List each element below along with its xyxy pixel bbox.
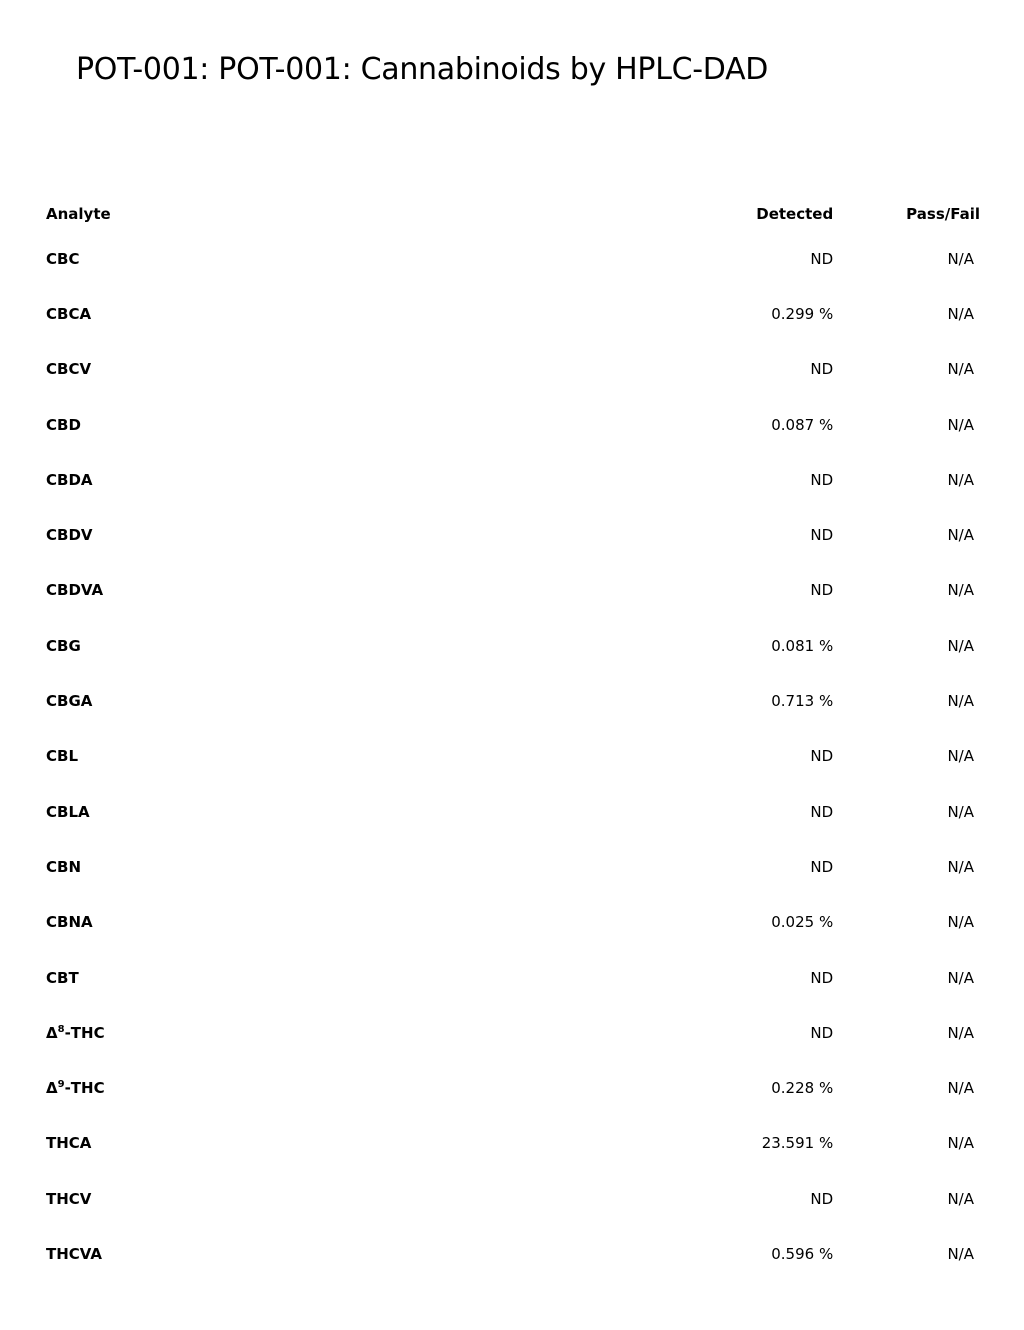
table-row <box>46 452 986 507</box>
analyte-cell: CBLA <box>46 802 90 821</box>
pass-fail-cell: N/A <box>947 1244 974 1263</box>
detected-cell: 23.591 % <box>761 1134 834 1153</box>
table-row <box>46 1116 986 1171</box>
analyte-cell: CBD <box>46 415 81 434</box>
pass-fail-cell: N/A <box>947 1023 974 1042</box>
column-header-pass-fail: Pass/Fail <box>906 204 980 223</box>
pass-fail-cell: N/A <box>947 968 974 987</box>
detected-cell: ND <box>810 249 834 268</box>
table-row <box>46 563 986 618</box>
table-row <box>46 397 986 452</box>
table-header-row <box>46 196 986 231</box>
analyte-cell <box>46 1060 637 1115</box>
pass-fail-cell: N/A <box>947 581 974 600</box>
detected-cell: 0.025 % <box>771 913 834 932</box>
column-header-detected: Detected <box>756 204 834 223</box>
detected-cell: ND <box>810 968 834 987</box>
analyte-cell: CBNA <box>46 913 93 932</box>
pass-fail-cell: N/A <box>947 636 974 655</box>
table-row <box>46 729 986 784</box>
analyte-cell: THCV <box>46 1189 92 1208</box>
analyte-cell: CBCV <box>46 360 92 379</box>
analyte-suffix: -THC <box>64 1023 105 1042</box>
analyte-cell: THCVA <box>46 1244 102 1263</box>
analyte-cell <box>46 1005 637 1060</box>
analyte-cell: CBCA <box>46 304 92 323</box>
detected-cell: 0.081 % <box>771 636 834 655</box>
pass-fail-cell: N/A <box>947 802 974 821</box>
table-row <box>46 895 986 950</box>
analyte-cell: CBG <box>46 636 81 655</box>
page-title: POT-001: POT-001: Cannabinoids by HPLC-DAD <box>76 52 769 87</box>
table-row <box>46 231 986 286</box>
column-header-analyte: Analyte <box>46 204 111 223</box>
analyte-cell: THCA <box>46 1134 92 1153</box>
table-row <box>46 839 986 894</box>
table-row <box>46 784 986 839</box>
pass-fail-cell: N/A <box>947 1134 974 1153</box>
detected-cell: ND <box>810 747 834 766</box>
detected-cell: 0.087 % <box>771 415 834 434</box>
pass-fail-cell: N/A <box>947 470 974 489</box>
table-row <box>46 286 986 341</box>
analyte-prefix: Δ <box>46 1079 58 1098</box>
pass-fail-cell: N/A <box>947 1079 974 1098</box>
analyte-cell: CBDA <box>46 470 93 489</box>
table-row <box>46 618 986 673</box>
analyte-cell: CBDV <box>46 526 93 545</box>
pass-fail-cell: N/A <box>947 304 974 323</box>
detected-cell: ND <box>810 470 834 489</box>
table-row <box>46 1060 986 1115</box>
pass-fail-cell: N/A <box>947 415 974 434</box>
detected-cell: ND <box>810 1023 834 1042</box>
detected-cell: 0.713 % <box>771 692 834 711</box>
results-table <box>46 196 986 1282</box>
analyte-cell: CBDVA <box>46 581 104 600</box>
analyte-cell: CBL <box>46 747 78 766</box>
pass-fail-cell: N/A <box>947 360 974 379</box>
pass-fail-cell: N/A <box>947 526 974 545</box>
detected-cell: ND <box>810 526 834 545</box>
analyte-superscript: 8 <box>57 1023 65 1035</box>
detected-cell: 0.228 % <box>771 1079 834 1098</box>
detected-cell: 0.299 % <box>771 304 834 323</box>
detected-cell: ND <box>810 581 834 600</box>
pass-fail-cell: N/A <box>947 1189 974 1208</box>
table-row <box>46 1005 986 1060</box>
pass-fail-cell: N/A <box>947 692 974 711</box>
pass-fail-cell: N/A <box>947 249 974 268</box>
table-row <box>46 1171 986 1226</box>
analyte-prefix: Δ <box>46 1023 58 1042</box>
detected-cell: ND <box>810 802 834 821</box>
table-row <box>46 950 986 1005</box>
pass-fail-cell: N/A <box>947 913 974 932</box>
pass-fail-cell: N/A <box>947 747 974 766</box>
analyte-cell: CBGA <box>46 692 93 711</box>
detected-cell: ND <box>810 857 834 876</box>
detected-cell: ND <box>810 1189 834 1208</box>
analyte-superscript: 9 <box>57 1079 65 1091</box>
analyte-cell: CBN <box>46 857 81 876</box>
analyte-suffix: -THC <box>64 1079 105 1098</box>
table-row <box>46 342 986 397</box>
table-row <box>46 507 986 562</box>
analyte-cell: CBT <box>46 968 79 987</box>
table-row <box>46 673 986 728</box>
detected-cell: ND <box>810 360 834 379</box>
analyte-cell: CBC <box>46 249 80 268</box>
pass-fail-cell: N/A <box>947 857 974 876</box>
table-row <box>46 1226 986 1281</box>
detected-cell: 0.596 % <box>771 1244 834 1263</box>
